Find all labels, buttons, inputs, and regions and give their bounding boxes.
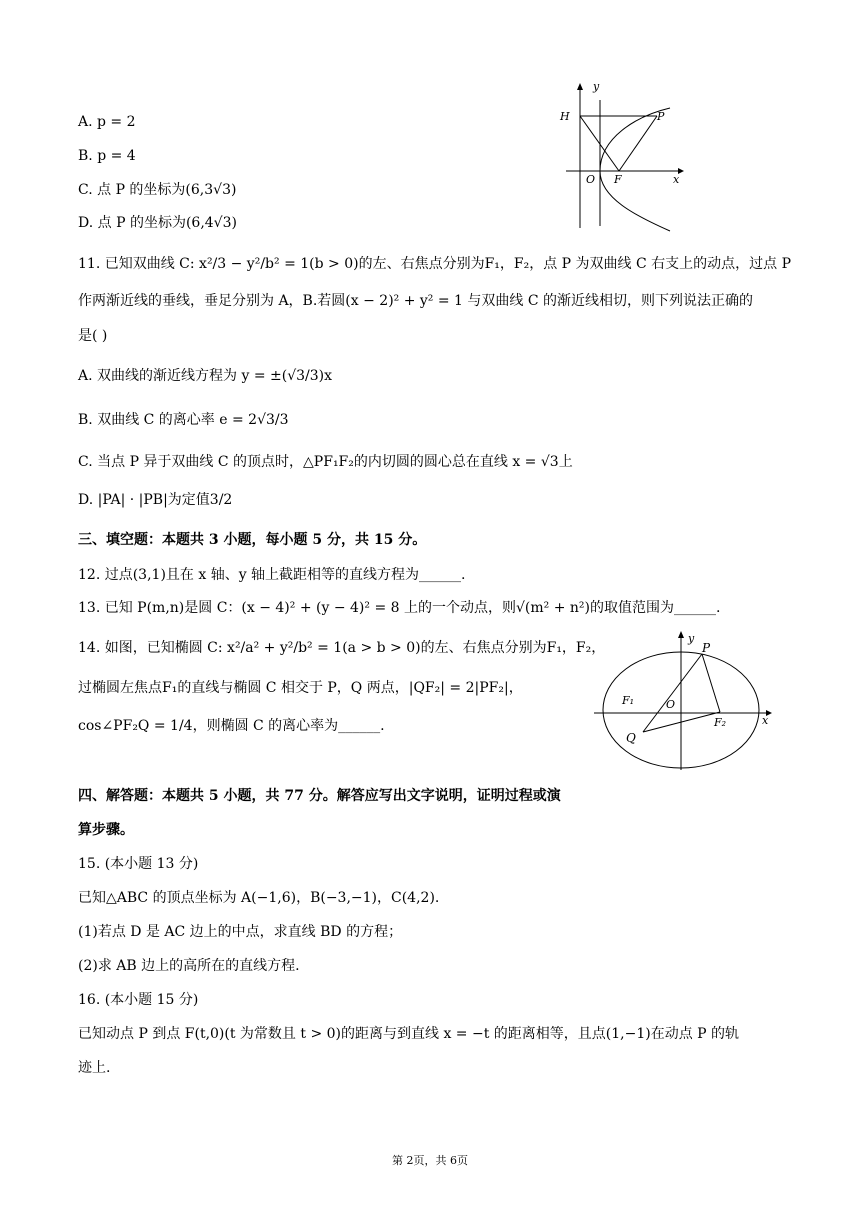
label-y: y — [688, 632, 695, 645]
label-o: O — [586, 173, 596, 186]
q11-line2: 作两渐近线的垂线，垂足分别为 A，B.若圆(x − 2)² + y² = 1 与双曲线 C 的渐近线相切，则下列说法正确的 — [78, 293, 754, 309]
q10-option-a: A. p = 2 — [78, 114, 136, 130]
segment-qp — [643, 654, 702, 732]
page-footer: 第 2页，共 6页 — [392, 1154, 468, 1167]
q12-text: 12. 过点(3,1)且在 x 轴、y 轴上截距相等的直线方程为______. — [78, 567, 466, 583]
q15-part1: (1)若点 D 是 AC 边上的中点，求直线 BD 的方程； — [78, 924, 403, 940]
label-x: x — [762, 714, 769, 727]
section3-heading: 三、填空题：本题共 3 小题，每小题 5 分，共 15 分。 — [78, 532, 427, 548]
q10-parabola-figure — [556, 76, 696, 238]
q11-option-a: A. 双曲线的渐近线方程为 y = ±(√3/3)x — [78, 368, 333, 384]
q15-body: 已知△ABC 的顶点坐标为 A(−1,6)，B(−3,−1)，C(4,2). — [78, 890, 440, 906]
q14-ellipse-figure — [594, 628, 784, 774]
section4-heading-line1: 四、解答题：本题共 5 小题，共 77 分。解答应写出文字说明，证明过程或演 — [78, 788, 561, 804]
label-h: H — [560, 110, 570, 123]
label-o: O — [666, 698, 676, 711]
label-x: x — [673, 173, 680, 186]
label-p: P — [702, 641, 711, 655]
parabola-curve — [600, 108, 670, 231]
q16-line1: 已知动点 P 到点 F(t,0)(t 为常数且 t > 0)的距离与到直线 x = −t 的距离相等，且点(1,−1)在动点 P 的轨 — [78, 1026, 740, 1042]
q11-line1: 11. 已知双曲线 C: x²/3 − y²/b² = 1(b > 0)的左、右焦点分别为F₁，F₂，点 P 为双曲线 C 右支上的动点，过点 P — [78, 256, 792, 272]
label-f2: F₂ — [714, 716, 727, 729]
q14-line2: 过椭圆左焦点F₁的直线与椭圆 C 相交于 P，Q 两点，|QF₂| = 2|PF₂|， — [78, 680, 523, 696]
q15-head: 15. (本小题 13 分) — [78, 856, 199, 872]
q10-option-b: B. p = 4 — [78, 148, 136, 164]
label-q: Q — [626, 731, 636, 745]
y-axis-arrow — [577, 83, 583, 90]
label-y: y — [593, 80, 600, 93]
q13-text: 13. 已知 P(m,n)是圆 C：(x − 4)² + (y − 4)² = 8 上的一个动点，则√(m² + n²)的取值范围为______. — [78, 600, 721, 616]
q10-option-c: C. 点 P 的坐标为(6,3√3) — [78, 182, 237, 198]
q14-line1: 14. 如图，已知椭圆 C: x²/a² + y²/b² = 1(a > b > 0)的左、右焦点分别为F₁，F₂， — [78, 640, 606, 656]
label-p: P — [657, 110, 665, 123]
q10-option-d: D. 点 P 的坐标为(6,4√3) — [78, 215, 237, 231]
q11-option-b: B. 双曲线 C 的离心率 e = 2√3/3 — [78, 412, 289, 428]
label-f1: F₁ — [622, 694, 635, 707]
q15-part2: (2)求 AB 边上的高所在的直线方程. — [78, 958, 300, 974]
segment-fp — [619, 116, 657, 171]
q11-option-c: C. 当点 P 异于双曲线 C 的顶点时，△PF₁F₂的内切圆的圆心总在直线 x = √3上 — [78, 454, 573, 470]
q14-line3: cos∠PF₂Q = 1/4，则椭圆 C 的离心率为______. — [78, 718, 385, 734]
segment-pf2 — [702, 654, 720, 712]
q11-option-d: D. |PA| · |PB|为定值3/2 — [78, 492, 233, 508]
label-f: F — [614, 173, 622, 186]
y-axis-arrow — [678, 631, 684, 638]
section4-heading-line2: 算步骤。 — [78, 822, 134, 838]
q16-line2: 迹上. — [78, 1060, 111, 1076]
q11-line3: 是( ) — [78, 328, 108, 344]
q16-head: 16. (本小题 15 分) — [78, 992, 199, 1008]
